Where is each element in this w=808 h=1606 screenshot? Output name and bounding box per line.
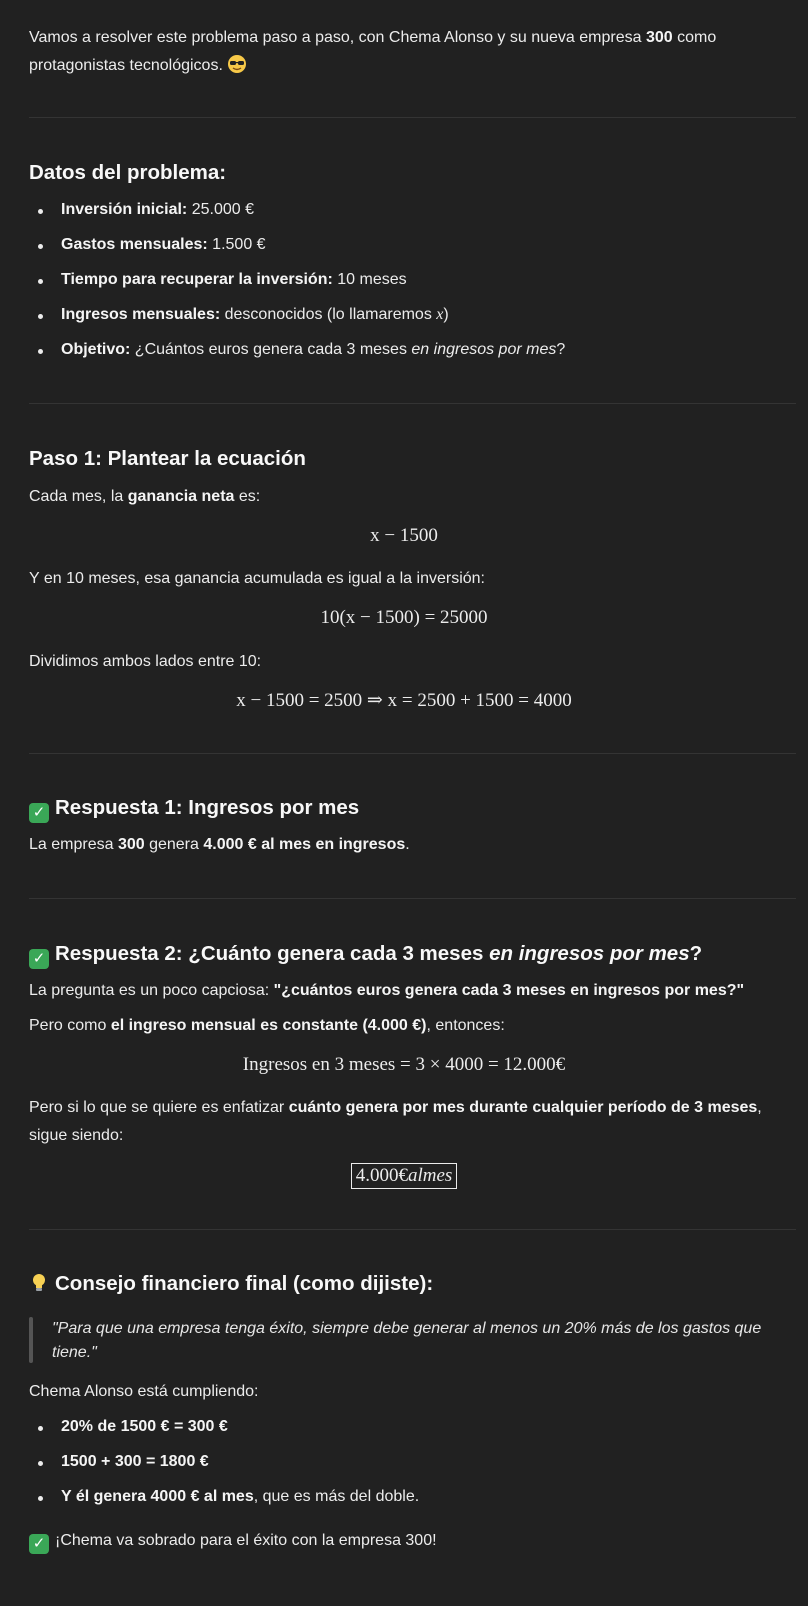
- check-mark-icon: ✓: [29, 803, 49, 823]
- item-bold: Y él genera 4000 € al mes: [61, 1488, 254, 1505]
- divider: [29, 117, 796, 118]
- check-mark-icon: ✓: [29, 1534, 49, 1554]
- list-item: [29, 198, 254, 222]
- final-line: [29, 1527, 778, 1555]
- intro-text: Vamos a resolver este problema paso a paso, con Chema Alonso y su nueva empresa: [29, 29, 646, 46]
- item-label: Objetivo:: [61, 341, 131, 358]
- final-text: ¡Chema va sobrado para el éxito con la empresa 300!: [55, 1532, 437, 1549]
- item-value-end: ): [443, 306, 449, 323]
- intro-paragraph: [29, 24, 778, 84]
- item-label: Gastos mensuales:: [61, 236, 208, 253]
- text: La empresa: [29, 836, 118, 853]
- boxed-equation: [0, 1162, 808, 1190]
- boxed-result: [351, 1163, 458, 1189]
- math-variable: x: [436, 306, 444, 323]
- item-value: 25.000 €: [187, 201, 254, 218]
- text: La pregunta es un poco capciosa:: [29, 982, 274, 999]
- list-item: [29, 303, 449, 327]
- title-text-end: ?: [689, 942, 703, 965]
- divider: [29, 898, 796, 899]
- item-rest: , que es más del doble.: [253, 1488, 420, 1505]
- paragraph: Chema Alonso está cumpliendo:: [29, 1383, 259, 1400]
- section-title-consejo: [29, 1270, 433, 1298]
- item-label: Inversión inicial:: [61, 201, 188, 218]
- intro-text-2: como protagonistas tecnológicos.: [29, 29, 717, 74]
- item-bold: 1500 + 300 = 1800 €: [61, 1453, 209, 1470]
- paragraph: Y en 10 meses, esa ganancia acumulada es igual a la inversión:: [29, 570, 485, 587]
- bold-amount: 4.000 € al mes en ingresos: [203, 836, 406, 853]
- bold-text: el ingreso mensual es constante (4.000 €): [110, 1017, 427, 1034]
- item-bold: 20% de 1500 € = 300 €: [61, 1418, 228, 1435]
- text: es:: [234, 488, 261, 505]
- boxed-amount: 4.000€: [355, 1165, 408, 1186]
- item-italic: en ingresos por mes: [411, 341, 557, 358]
- quote-bar: [29, 1317, 33, 1363]
- section-title-respuesta1: [29, 794, 359, 823]
- divider: [29, 753, 796, 754]
- bold-text: cuánto genera por mes durante cualquier período de 3 meses: [288, 1099, 758, 1116]
- title-text: Consejo financiero final (como dijiste):: [55, 1272, 434, 1295]
- list-item: [29, 1450, 209, 1474]
- paragraph: [29, 1094, 778, 1150]
- equation: Ingresos en 3 meses = 3 × 4000 = 12.000€: [242, 1054, 566, 1075]
- text: , entonces:: [426, 1017, 505, 1034]
- equation: x − 1500: [370, 525, 438, 546]
- divider: [29, 403, 796, 404]
- company-name: 300: [117, 836, 145, 853]
- paragraph: Dividimos ambos lados entre 10:: [29, 653, 262, 670]
- light-bulb-icon: [29, 1270, 49, 1298]
- item-value: desconocidos (lo llamaremos: [220, 306, 437, 323]
- item-label: Ingresos mensuales:: [61, 306, 221, 323]
- paragraph: [29, 1012, 778, 1040]
- bold-text: ganancia neta: [127, 488, 235, 505]
- title-italic: en ingresos por mes: [489, 942, 690, 965]
- text: Pero como: [29, 1017, 111, 1034]
- text: , sigue siendo:: [29, 1099, 762, 1144]
- list-item: [29, 338, 565, 362]
- list-item: [29, 233, 266, 257]
- item-label: Tiempo para recuperar la inversión:: [61, 271, 333, 288]
- text: genera: [144, 836, 204, 853]
- title-text: Respuesta 2: ¿Cuánto genera cada 3 meses: [55, 942, 490, 965]
- paragraph: [29, 831, 778, 859]
- item-value: 1.500 €: [207, 236, 266, 253]
- divider: [29, 1229, 796, 1230]
- section-title-respuesta2: [29, 940, 702, 969]
- boxed-unit: almes: [407, 1165, 453, 1186]
- blockquote: "Para que una empresa tenga éxito, siempre debe generar al menos un 20% más de los gastos que tiene.": [52, 1320, 762, 1361]
- equation: 10(x − 1500) = 25000: [320, 607, 488, 628]
- paragraph: [29, 977, 778, 1005]
- check-mark-icon: ✓: [29, 949, 49, 969]
- section-title-datos: Datos del problema:: [29, 161, 227, 184]
- company-name: 300: [645, 29, 673, 46]
- item-value: 10 meses: [332, 271, 407, 288]
- text: Cada mes, la: [29, 488, 128, 505]
- section-title-paso1: Paso 1: Plantear la ecuación: [29, 447, 306, 470]
- list-item: [29, 268, 407, 292]
- text: Pero si lo que se quiere es enfatizar: [29, 1099, 289, 1116]
- title-text: Respuesta 1: Ingresos por mes: [55, 796, 360, 819]
- list-item: [29, 1485, 419, 1509]
- bold-quote: "¿cuántos euros genera cada 3 meses en ingresos por mes?": [273, 982, 745, 999]
- equation: x − 1500 = 2500 ⇒ x = 2500 + 1500 = 4000: [236, 690, 572, 711]
- item-value-end: ?: [556, 341, 566, 358]
- sunglasses-face-icon: [227, 54, 247, 84]
- list-item: [29, 1415, 228, 1439]
- paragraph: [29, 483, 778, 511]
- text: .: [405, 836, 410, 853]
- item-value: ¿Cuántos euros genera cada 3 meses: [130, 341, 412, 358]
